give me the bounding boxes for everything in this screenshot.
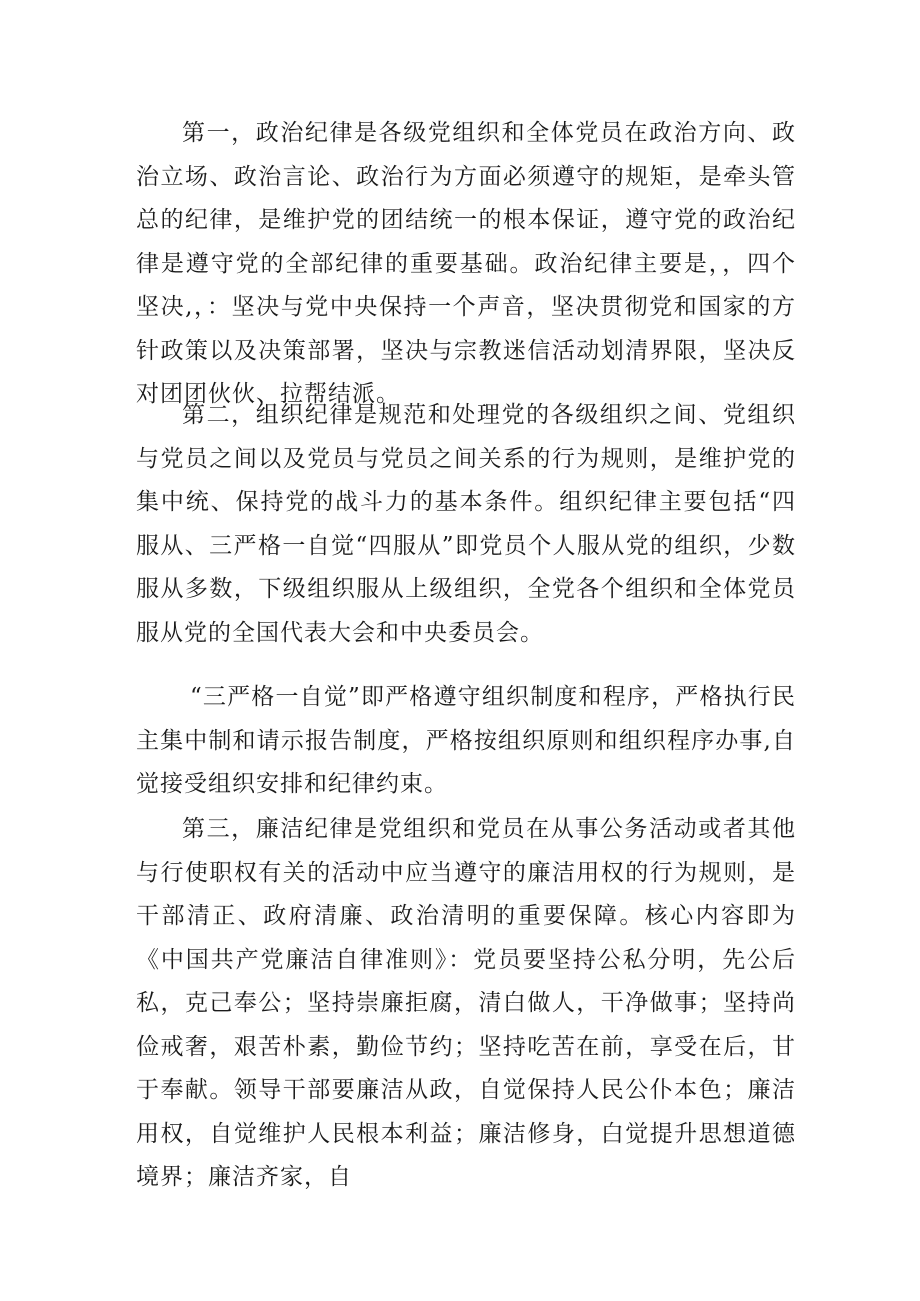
paragraph-integrity-discipline: 第三，廉洁纪律是党组织和党员在从事公务活动或者其他与行使职权有关的活动中应当遵守的廉洁用权的行为规则，是干部清正、政府清廉、政治清明的重要保障。核心内容即为《中国共产党廉洁自律准则》：党员要坚持公私分明，先公后私，克己奉公；坚持崇廉拒腐，清白做人，干净做事；坚持尚俭戒奢，艰苦朴素，勤俭节约；坚持吃苦在前，享受在后，甘于奉献。领导干部要廉洁从政，自觉保持人民公仆本色；廉洁用权，自觉维护人民根本利益；廉洁修身，白觉提升思想道德境界；廉洁齐家，自	[136, 816, 796, 1190]
paragraph-three-strict-one-conscious: “三严格一自觉”即严格遵守组织制度和程序，严格执行民主集中制和请示报告制度，严格按组织原则和组织程序办事,自觉接受组织安排和纪律约束。	[136, 684, 796, 797]
paragraph-political-discipline: 第一，政治纪律是各级党组织和全体党员在政治方向、政治立场、政治言论、政治行为方面必须遵守的规矩，是牵头管总的纪律，是维护党的团结统一的根本保证，遵守党的政治纪律是遵守党的全部纪律的重要基础。政治纪律主要是，，四个坚决,，：坚决与党中央保持一个声音，坚决贯彻党和国家的方针政策以及决策部署，坚决与宗教迷信活动划清界限，坚决反对团团伙伙、拉帮结派。	[136, 120, 796, 407]
paragraph-organizational-discipline: 第二，组织纪律是规范和处理党的各级组织之间、党组织与党员之间以及党员与党员之间关系的行为规则，是维护党的集中统、保持党的战斗力的基本条件。组织纪律主要包括“四服从、三严格一自觉“四服从”即党员个人服从党的组织，少数服从多数，下级组织服从上级组织，全党各个组织和全体党员服从党的全国代表大会和中央委员会。	[136, 402, 796, 646]
